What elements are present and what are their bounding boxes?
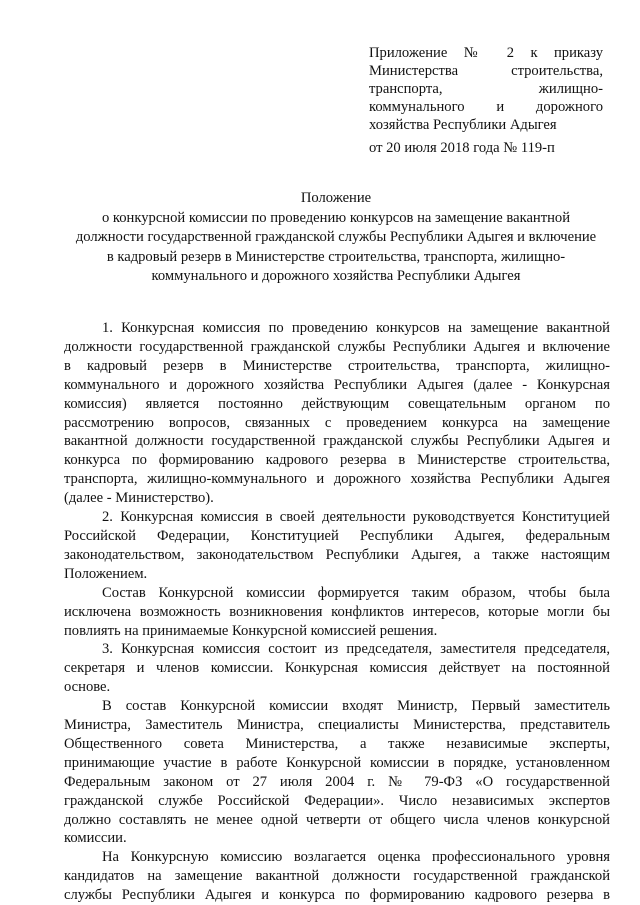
paragraph-line: Министра, Заместитель Министра, специалисты Министерства, представитель: [64, 717, 610, 734]
paragraph-line: конкурса по формированию кадрового резерва в Министерстве строительства,: [64, 452, 610, 469]
paragraph: [64, 584, 610, 641]
paragraph-line: основе.: [64, 679, 111, 696]
appendix-line: Министерства строительства,: [369, 63, 603, 79]
paragraph-line: На Конкурсную комиссию возлагается оценка профессионального уровня: [102, 849, 610, 866]
paragraph-line: Общественного совета Министерства, а также независимые эксперты,: [64, 735, 610, 752]
paragraph: [64, 508, 610, 584]
paragraph-line: исключена возможность возникновения конфликтов интересов, которые могли бы: [64, 603, 610, 620]
appendix-line: Приложение № 2 к приказу: [369, 45, 603, 61]
paragraph-line: кандидатов на замещение вакантной должности государственной гражданской: [64, 868, 610, 885]
document-title: [60, 189, 612, 287]
paragraph-line: комиссии.: [64, 830, 127, 847]
paragraph-line: службы Республики Адыгея и конкурса по формированию кадрового резерва в: [64, 887, 610, 904]
appendix-line: коммунального и дорожного: [369, 99, 603, 115]
paragraph-line: 3. Конкурсная комиссия состоит из председателя, заместителя председателя,: [102, 641, 610, 658]
paragraph-line: вакантной должности государственной гражданской службы Республики Адыгея и: [64, 433, 610, 450]
paragraph: [64, 697, 610, 848]
paragraph-line: Российской Федерации, Конституцией Республики Адыгея, федеральным: [64, 527, 610, 544]
paragraph: [64, 848, 610, 905]
paragraph: [64, 640, 610, 697]
paragraph-line: В состав Конкурсной комиссии входят Министр, Первый заместитель: [102, 698, 610, 715]
paragraph-line: коммунального и дорожного хозяйства Республики Адыгея (далее - Конкурсная: [64, 376, 610, 393]
title-line: должности государственной гражданской службы Республики Адыгея и включение: [75, 229, 597, 245]
paragraph-line: Федеральным законом от 27 июля 2004 г. № 79-ФЗ «О государственной: [64, 773, 610, 790]
paragraph-line: должности государственной гражданской службы Республики Адыгея и включение: [64, 338, 610, 355]
paragraph: [64, 319, 610, 508]
paragraph-line: в кадровый резерв в Министерстве строительства, транспорта, жилищно-: [64, 357, 610, 374]
paragraph-line: 2. Конкурсная комиссия в своей деятельности руководствуется Конституцией: [102, 509, 610, 526]
paragraph-line: повлиять на принимаемые Конкурсной комиссией решения.: [64, 622, 438, 639]
document-body: [64, 319, 610, 905]
paragraph-line: комиссия) является постоянно действующим совещательным органом по: [64, 395, 610, 412]
paragraph-line: законодательством, законодательством Республики Адыгея, а также настоящим: [64, 546, 610, 563]
paragraph-line: принимающие участие в работе Конкурсной комиссии в порядке, установленном: [64, 754, 610, 771]
title-line: о конкурсной комиссии по проведению конкурсов на замещение вакантной: [101, 209, 571, 226]
paragraph-line: рассмотрению вопросов, связанных с проведением конкурса на замещение: [64, 414, 610, 431]
paragraph-line: Состав Конкурсной комиссии формируется таким образом, чтобы была: [102, 584, 610, 601]
title-heading: Положение: [300, 190, 372, 206]
title-line: коммунального и дорожного хозяйства Республики Адыгея: [151, 268, 521, 284]
paragraph-line: 1. Конкурсная комиссия по проведению конкурсов на замещение вакантной: [102, 320, 610, 336]
appendix-line: хозяйства Республики Адыгея: [369, 117, 557, 133]
paragraph-line: транспорта, жилищно-коммунального и дорожного хозяйства Республики Адыгея: [64, 471, 610, 488]
appendix-date: от 20 июля 2018 года № 119-п: [369, 140, 555, 156]
appendix-header: [369, 44, 603, 134]
paragraph-line: секретаря и членов комиссии. Конкурсная комиссия действует на постоянной: [64, 660, 610, 677]
paragraph-line: гражданской службе Российской Федерации». Число независимых экспертов: [64, 792, 610, 809]
paragraph-line: должно составлять не менее одной четверти от общего числа членов конкурсной: [64, 811, 610, 828]
title-line: в кадровый резерв в Министерстве строительства, транспорта, жилищно-: [106, 248, 566, 265]
appendix-line: транспорта, жилищно-: [369, 81, 603, 97]
paragraph-line: (далее - Министерство).: [64, 490, 214, 507]
paragraph-line: Положением.: [64, 565, 148, 582]
